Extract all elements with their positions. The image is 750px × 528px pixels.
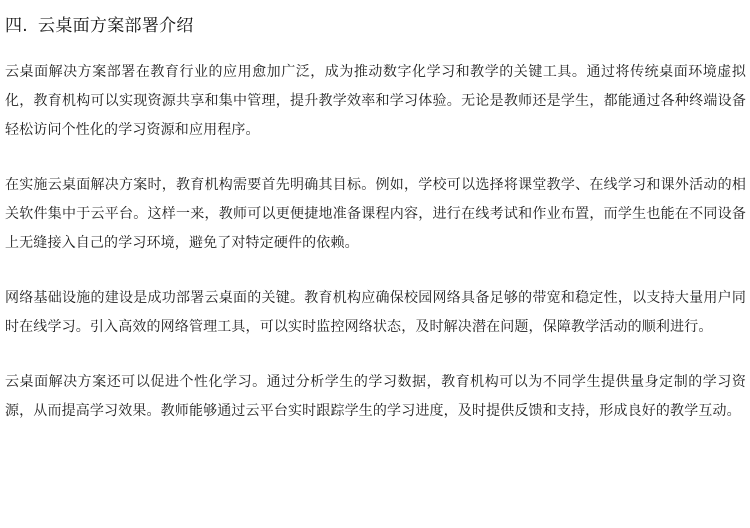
paragraph-4: 云桌面解决方案还可以促进个性化学习。通过分析学生的学习数据，教育机构可以为不同学生提供量身定制的学习资源，从而提高学习效果。教师能够通过云平台实时跟踪学生的学习进度，及时提供反馈和支持，形成良好的教学互动。 <box>5 374 746 419</box>
section-number: 四. <box>5 16 29 36</box>
paragraph-3: 网络基础设施的建设是成功部署云桌面的关键。教育机构应确保校园网络具备足够的带宽和稳定性，以支持大量用户同时在线学习。引入高效的网络管理工具，可以实时监控网络状态，及时解决潜在问题，保障教学活动的顺利进行。 <box>5 290 746 335</box>
paragraph-1: 云桌面解决方案部署在教育行业的应用愈加广泛，成为推动数字化学习和教学的关键工具。通过将传统桌面环境虚拟化，教育机构可以实现资源共享和集中管理，提升教学效率和学习体验。无论是教师还是学生，都能通过各种终端设备轻松访问个性化的学习资源和应用程序。 <box>5 64 746 138</box>
paragraph-2: 在实施云桌面解决方案时，教育机构需要首先明确其目标。例如，学校可以选择将课堂教学、在线学习和课外活动的相关软件集中于云平台。这样一来，教师可以更便捷地准备课程内容，进行在线考试和作业布置，而学生也能在不同设备上无缝接入自己的学习环境，避免了对特定硬件的依赖。 <box>5 177 746 251</box>
section-heading <box>5 14 746 38</box>
section-title: 云桌面方案部署介绍 <box>38 16 194 36</box>
